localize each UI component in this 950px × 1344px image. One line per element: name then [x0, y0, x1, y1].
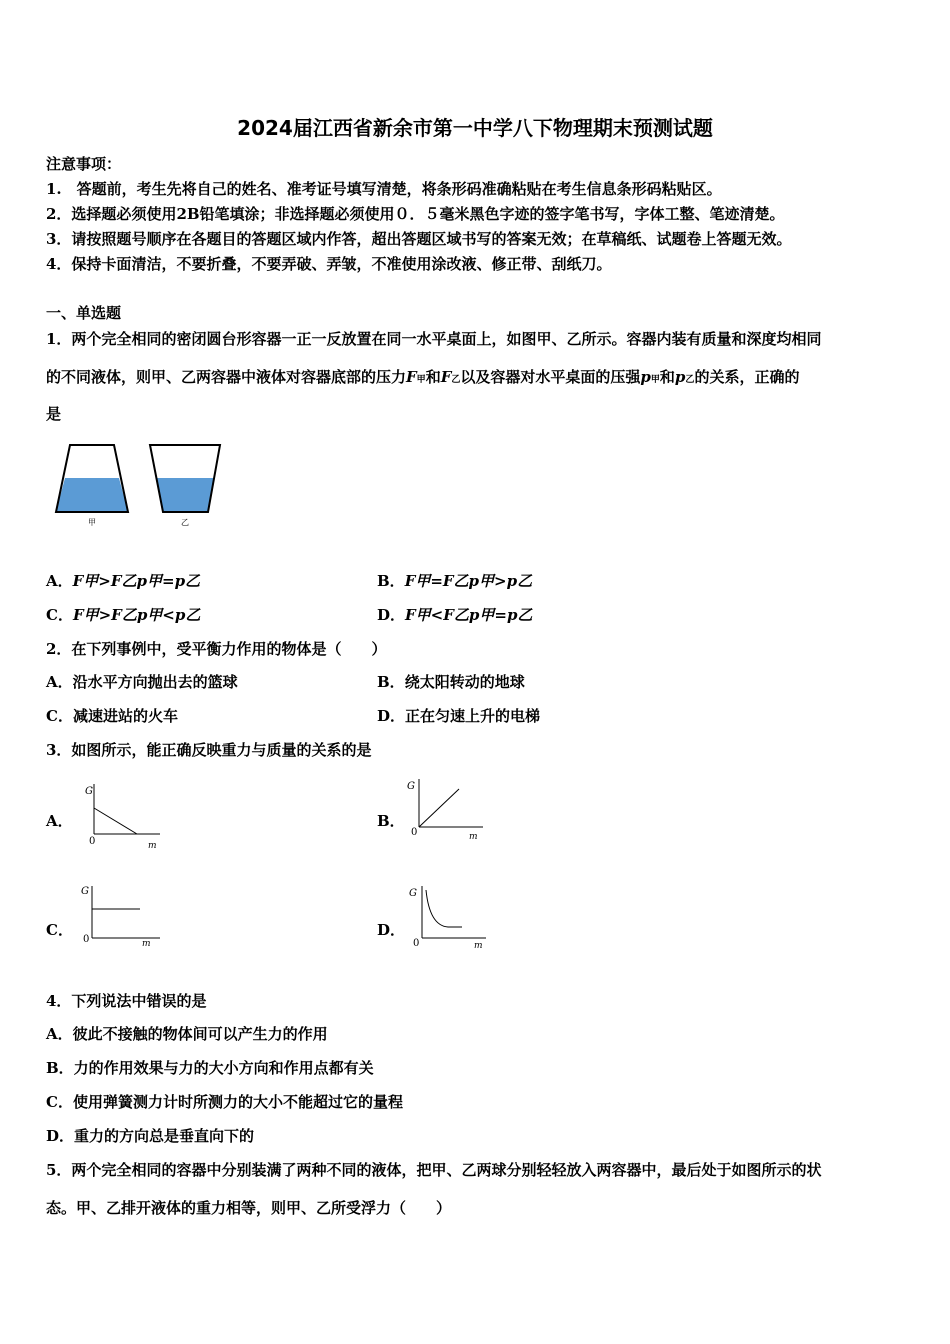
axis-origin: 0: [411, 827, 418, 838]
q1-option-c[interactable]: [46, 604, 200, 625]
fig-label-yi: 乙: [181, 518, 189, 527]
q1-text: 的不同液体，则甲、乙两容器中液体对容器底部的压力: [46, 368, 407, 386]
option-label: A．: [46, 572, 73, 590]
option-text: F甲>F乙p甲=p乙: [72, 572, 201, 590]
notice-item-4: 4．保持卡面清洁，不要折叠，不要弄破、弄皱，不准使用涂改液、修正带、刮纸刀。: [46, 255, 612, 273]
option-text: 绕太阳转动的地球: [404, 673, 525, 691]
axis-y-label: G: [81, 886, 89, 897]
q1-containers-figure: [50, 440, 230, 530]
q1-sub: 甲: [650, 375, 660, 385]
option-text: F甲=F乙p甲>p乙: [404, 572, 533, 590]
axis-origin: 0: [89, 836, 96, 847]
option-label: B．: [377, 572, 405, 590]
q2-stem: 2．在下列事例中，受平衡力作用的物体是（ ）: [46, 640, 387, 658]
q5-line-1: 5．两个完全相同的容器中分别装满了两种不同的液体，把甲、乙两球分别轻轻放入两容器中，最后处于如图所示的状: [46, 1161, 822, 1179]
notice-item-1: 1. 答题前，考生先将自己的姓名、准考证号填写清楚，将条形码准确粘贴在考生信息条形码粘贴区。: [46, 180, 722, 198]
page-title: 2024届江西省新余市第一中学八下物理期末预测试题: [237, 116, 713, 140]
container-jia-liquid: [56, 478, 128, 512]
q1-var-p: p: [640, 368, 651, 386]
q1-text: 以及容器对水平桌面的压强: [460, 368, 641, 386]
option-text: F甲>F乙p甲<p乙: [72, 606, 201, 624]
axis-x-label: m: [474, 941, 483, 951]
q4-option-a[interactable]: A．彼此不接触的物体间可以产生力的作用: [46, 1025, 328, 1043]
axis-x-label: m: [142, 939, 151, 949]
q1-sub: 甲: [416, 375, 426, 385]
fig-label-jia: 甲: [88, 518, 96, 527]
option-text: F甲<F乙p甲=p乙: [405, 606, 533, 624]
option-label: D．: [377, 606, 406, 624]
q1-option-d[interactable]: [377, 604, 532, 625]
option-label: B．: [377, 673, 405, 691]
axis-x-label: m: [148, 841, 157, 850]
q3-graph-b: [403, 773, 488, 845]
graph-a-line: [94, 808, 137, 834]
axis-y-label: G: [85, 786, 93, 797]
notice-heading: 注意事项：: [46, 155, 122, 173]
q1-option-b[interactable]: [377, 570, 532, 591]
graph-b-line: [419, 789, 459, 827]
q2-option-d[interactable]: [377, 705, 540, 726]
q1-var-p: p: [674, 368, 686, 386]
q3-option-b[interactable]: B．: [377, 812, 405, 830]
axis-y-label: G: [409, 888, 417, 899]
option-label: C．: [46, 606, 73, 624]
q1-sub: 乙: [685, 375, 695, 385]
notice-item-2: 2．选择题必须使用2B铅笔填涂；非选择题必须使用０．５毫米黑色字迹的签字笔书写，字体工整、笔迹清楚。: [46, 205, 785, 223]
q3-graph-d: [404, 880, 492, 952]
q1-line-1: 1．两个完全相同的密闭圆台形容器一正一反放置在同一水平桌面上，如图甲、乙所示。容器内装有质量和深度均相同: [46, 330, 822, 348]
q4-stem: 4．下列说法中错误的是: [46, 992, 207, 1010]
q5-line-2: 态。甲、乙排开液体的重力相等，则甲、乙所受浮力（ ）: [46, 1199, 452, 1217]
q1-text: 的关系，正确的: [694, 368, 800, 386]
option-label: C．: [46, 707, 73, 725]
q1-option-a[interactable]: [46, 570, 200, 591]
q4-option-d[interactable]: D．重力的方向总是垂直向下的: [46, 1127, 255, 1145]
q3-option-d[interactable]: D．: [377, 921, 406, 939]
axis-origin: 0: [83, 934, 90, 945]
q4-option-c[interactable]: C．使用弹簧测力计时所测力的大小不能超过它的量程: [46, 1093, 403, 1111]
q1-sub: 乙: [451, 375, 461, 385]
graph-d-curve: [426, 890, 462, 927]
option-text: 沿水平方向抛出去的篮球: [72, 673, 238, 691]
q2-option-a[interactable]: [46, 671, 238, 692]
q2-option-c[interactable]: [46, 705, 178, 726]
q3-option-a[interactable]: A．: [46, 812, 73, 830]
q2-option-b[interactable]: [377, 671, 525, 692]
q1-text: 和: [425, 368, 441, 386]
option-label: A．: [46, 673, 73, 691]
axis-y-label: G: [407, 781, 415, 792]
notice-item-3: 3．请按照题号顺序在各题目的答题区域内作答，超出答题区域书写的答案无效；在草稿纸、试题卷上答题无效。: [46, 230, 792, 248]
section-heading: 一、单选题: [46, 304, 122, 322]
q1-line-2: [46, 366, 799, 387]
option-text: 正在匀速上升的电梯: [405, 707, 541, 725]
q1-var-f: F: [406, 368, 417, 386]
q1-text: 和: [659, 368, 675, 386]
q1-var-f: F: [440, 368, 452, 386]
q4-option-b[interactable]: B．力的作用效果与力的大小方向和作用点都有关: [46, 1059, 374, 1077]
q1-line-3: 是: [46, 405, 62, 423]
q3-graph-a: [82, 778, 167, 850]
axis-origin: 0: [413, 938, 420, 949]
option-label: D．: [377, 707, 406, 725]
q3-stem: 3．如图所示，能正确反映重力与质量的关系的是: [46, 741, 372, 759]
option-text: 减速进站的火车: [72, 707, 178, 725]
q3-graph-c: [78, 878, 166, 950]
container-yi-liquid: [157, 478, 214, 512]
q3-option-c[interactable]: C．: [46, 921, 73, 939]
axis-x-label: m: [469, 832, 478, 842]
